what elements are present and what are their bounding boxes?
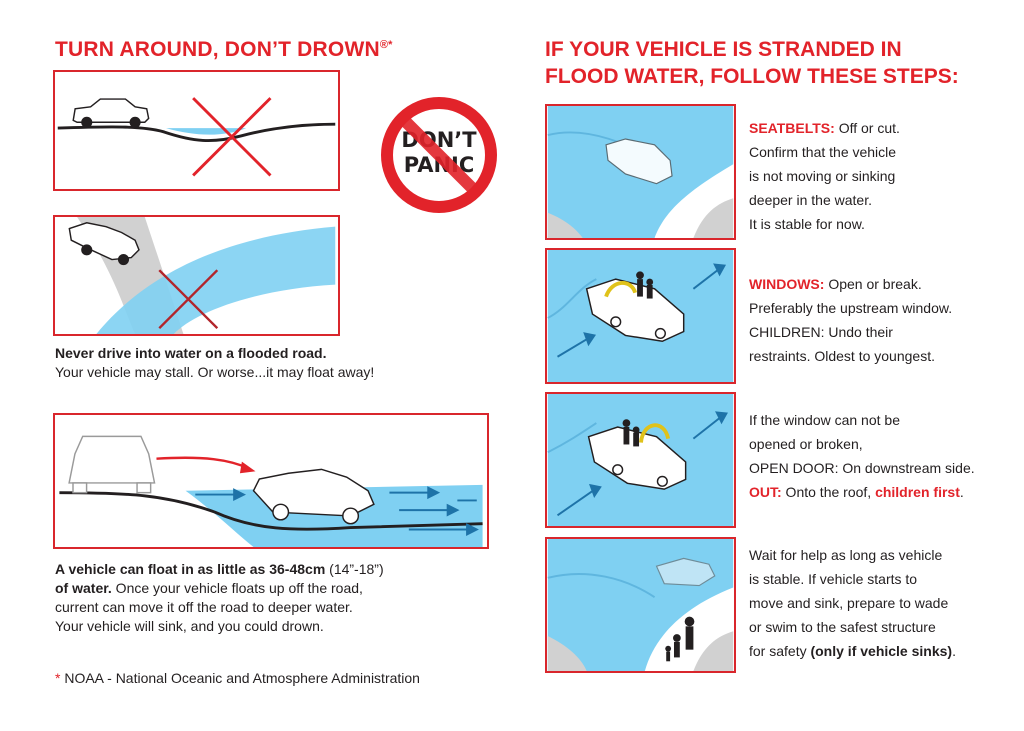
panel-step-wait <box>545 537 736 673</box>
caption-never-drive: Never drive into water on a flooded road. Your vehicle may stall. Or worse...it may float away! <box>55 345 375 380</box>
registered-mark: ®* <box>379 39 393 51</box>
no-sign-slash <box>378 94 500 216</box>
car-floating-illustration <box>55 415 487 547</box>
panel-step-seatbelts <box>545 104 736 240</box>
dont-panic-sign <box>378 94 500 216</box>
panic-text: DON’T PANIC <box>401 128 477 177</box>
step-wait-text: Wait for help as long as vehicle is stable. If vehicle starts to move and sink, prepare to wade or swim to the safest structure for safety (only if vehicle sinks). <box>749 547 956 659</box>
panel-car-floating <box>53 413 489 549</box>
panel-step-windows <box>545 248 736 384</box>
panel-road-dip <box>53 70 340 191</box>
step-windows-text: WINDOWS: Open or break. Preferably the upstream window. CHILDREN: Undo their restraints. Oldest to youngest. <box>749 276 953 364</box>
road-dip-illustration <box>55 72 338 189</box>
step-out-text: If the window can not be opened or broken, OPEN DOOR: On downstream side. OUT: Onto the roof, children first. <box>749 412 975 500</box>
ghost-car-icon <box>69 436 154 492</box>
footnote-noaa: * NOAA - National Oceanic and Atmosphere Administration <box>55 670 420 686</box>
right-title: IF YOUR VEHICLE IS STRANDED IN FLOOD WATER, FOLLOW THESE STEPS: <box>545 38 959 88</box>
flooded-road-illustration <box>55 217 338 334</box>
left-title: TURN AROUND, DON’T DROWN®* <box>55 38 393 61</box>
step-seatbelts-text: SEATBELTS: Off or cut. Confirm that the vehicle is not moving or sinking deeper in the water. It is stable for now. <box>749 120 900 232</box>
step-windows-illustration <box>547 250 734 382</box>
panel-flooded-road <box>53 215 340 336</box>
panel-step-out <box>545 392 736 528</box>
car-icon <box>73 99 148 127</box>
step-seatbelts-illustration <box>547 106 734 238</box>
caption-vehicle-float: A vehicle can float in as little as 36-48cm (14”-18”) of water. Once your vehicle floats up off the road, current can move it off the road to deeper water. Your vehicle will sink, and you could drown. <box>55 561 384 634</box>
step-out-illustration <box>547 394 734 526</box>
motion-arrow <box>156 458 248 469</box>
step-wait-illustration <box>547 539 734 671</box>
